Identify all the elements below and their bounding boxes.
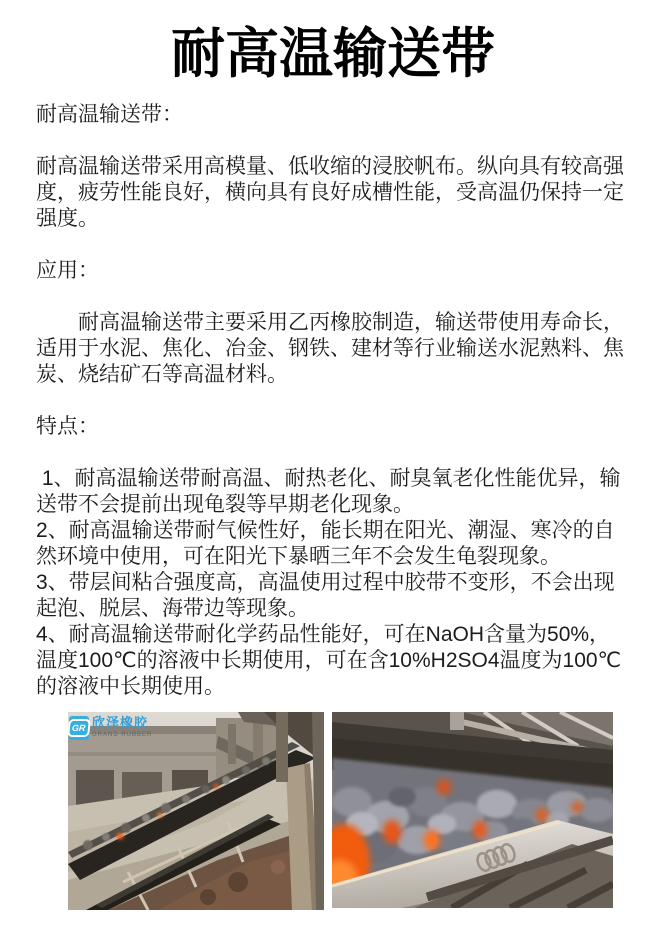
features-heading: 特点： bbox=[36, 415, 99, 438]
intro-label: 耐高温输送带： bbox=[36, 103, 183, 126]
right-photo-illustration bbox=[332, 712, 613, 908]
product-description bbox=[36, 102, 630, 700]
feature-item-4: 4、耐高温输送带耐化学药品性能好，可在NaOH含量为50%，温度100℃的溶液中长期使用，可在含10%H2SO4温度为100℃的溶液中长期使用。 bbox=[36, 623, 622, 698]
application-paragraph: 耐高温输送带主要采用乙丙橡胶制造，输送带使用寿命长，适用于水泥、焦化、冶金、钢铁、建材等行业输送水泥熟料、焦炭、烧结矿石等高温材料。 bbox=[36, 311, 624, 386]
photo-right-hot-material-closeup bbox=[332, 712, 613, 908]
photo-left-conveyor-site bbox=[68, 712, 324, 910]
gr-monogram: GR bbox=[67, 719, 90, 737]
brand-logo-icon bbox=[69, 716, 89, 740]
feature-item-2: 2、耐高温输送带耐气候性好，能长期在阳光、潮湿、寒冷的自然环境中使用，可在阳光下暴晒三年不会发生龟裂现象。 bbox=[36, 519, 615, 568]
feature-item-1: 1、耐高温输送带耐高温、耐热老化、耐臭氧老化性能优异，输送带不会提前出现龟裂等早期老化现象。 bbox=[36, 467, 621, 516]
left-photo-illustration bbox=[68, 712, 324, 910]
brand-watermark bbox=[69, 716, 152, 740]
photo-row bbox=[0, 712, 666, 910]
product-page bbox=[0, 16, 666, 946]
brand-text bbox=[92, 716, 152, 739]
brand-name-en: GRAND RUBBER bbox=[92, 732, 153, 738]
features-list bbox=[36, 466, 630, 700]
feature-item-3: 3、带层间粘合强度高，高温使用过程中胶带不变形，不会出现起泡、脱层、海带边等现象。 bbox=[36, 571, 615, 620]
application-heading: 应用： bbox=[36, 259, 99, 282]
brand-name-cn: 欣泽橡胶 bbox=[92, 715, 149, 730]
page-title: 耐高温输送带 bbox=[171, 24, 495, 84]
intro-paragraph: 耐高温输送带采用高模量、低收缩的浸胶帆布。纵向具有较高强度，疲劳性能良好，横向具有良好成槽性能，受高温仍保持一定强度。 bbox=[36, 155, 624, 230]
